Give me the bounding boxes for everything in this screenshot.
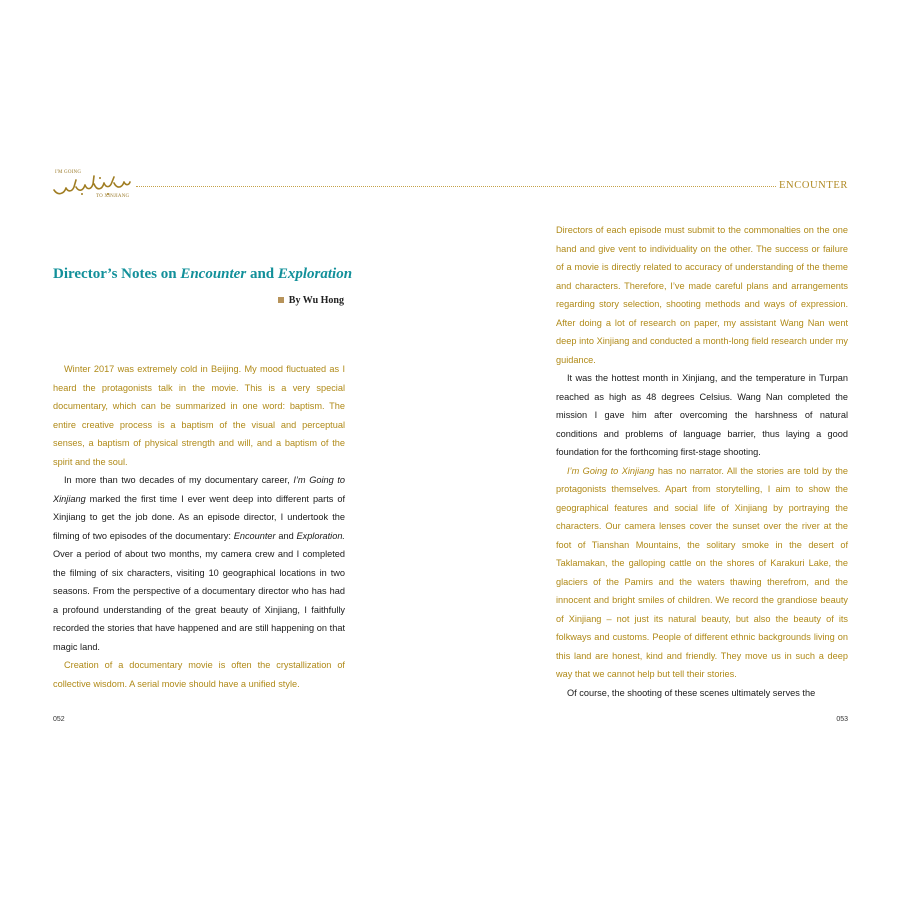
left-paragraph-2 <box>53 471 345 656</box>
right-paragraph-3 <box>556 462 848 684</box>
left-p2-italic-exploration: Exploration. <box>296 530 345 541</box>
right-paragraph-2: It was the hottest month in Xinjiang, and the temperature in Turpan reached as high as 48 degrees Celsius. Wang Nan completed the mission I gave him after overcoming the harshness of natural conditions and problems of language barrier, thus laying a good foundation for the forthcoming first-stage shooting. <box>556 373 848 457</box>
square-bullet-icon <box>278 297 284 303</box>
header-dotted-rule <box>136 186 776 187</box>
article-title <box>53 266 383 283</box>
section-label: ENCOUNTER <box>779 180 848 191</box>
left-p2-text-a: In more than two decades of my documentary career, <box>64 475 294 485</box>
left-column <box>53 360 345 693</box>
logo-bottom-text: TO XINJIANG <box>96 194 130 199</box>
right-column <box>556 221 848 702</box>
left-p2-text-c: and <box>275 530 297 541</box>
page-number-right: 053 <box>836 716 848 723</box>
left-p2-italic-title: I’m Going to Xinjiang <box>53 475 346 504</box>
left-paragraph-1: Winter 2017 was extremely cold in Beijing. My mood fluctuated as I heard the protagonists talk in the movie. This is a very special documentary, which can be summarized in one word: baptism. The entire creative process is a baptism of the visual and perceptual senses, a baptism of physical strength and will, and a baptism of the spirit and the soul. <box>53 364 345 467</box>
byline-text: By Wu Hong <box>288 295 344 306</box>
title-exploration: Exploration <box>277 266 353 282</box>
title-mid: and <box>246 266 278 282</box>
left-p2-text-b: marked the first time I ever went deep into different parts of Xinjiang to get the job done. As an episode director, I undertook the filming of two episodes of the documentary: <box>53 493 345 541</box>
book-logo <box>52 170 132 202</box>
right-p3-text: has no narrator. All the stories are told by the protagonists themselves. Apart from storytelling, I aim to show the geographical features and social life of Xinjiang by portraying the characters. Our camera lenses cover the sunset over the river at the foot of Tianshan Mountains, the solitary smoke in the desert of Taklamakan, the galloping cattle on the shores of Karakuri Lake, the glaciers of the Pamirs and the waters thawing therefrom, and the innocent and bright smiles of children. We record the grandiose beauty of Xinjiang – not just its natural beauty, but also the beauty of its folkways and customs. People of different ethnic backgrounds living on this land are honest, kind and friendly. They move us in such a deep way that we cannot help but tell their stories. <box>556 465 849 679</box>
right-paragraph-1: Directors of each episode must submit to the commonalties on the one hand and give vent to individuality on the other. The success or failure of a movie is directly related to accuracy of understanding of the theme and characters. Therefore, I’ve made careful plans and arrangements regarding story selection, shooting methods and ways of expression. After doing a lot of research on paper, my assistant Wang Nan went deep into Xinjiang and conducted a month-long field research under my guidance. <box>556 225 848 365</box>
right-paragraph-4: Of course, the shooting of these scenes ultimately serves the <box>567 687 816 698</box>
right-p3-italic-title: I’m Going to Xinjiang <box>567 465 655 476</box>
logo-top-text: I'M GOING <box>55 170 82 175</box>
title-pre: Director’s Notes on <box>53 266 181 282</box>
left-p2-italic-encounter: Encounter <box>233 530 276 541</box>
byline <box>278 295 344 306</box>
title-encounter: Encounter <box>180 266 247 282</box>
page-number-left: 052 <box>53 716 65 723</box>
left-p2-text-d: Over a period of about two months, my camera crew and I completed the filming of six characters, visiting 10 geographical locations in two seasons. From the perspective of a documentary director who has had a profound understanding of the great beauty of Xinjiang, I faithfully recorded the stories that have happened and are still happening on that magic land. <box>53 549 345 652</box>
left-paragraph-3: Creation of a documentary movie is often the crystallization of collective wisdom. A serial movie should have a unified style. <box>53 660 345 689</box>
